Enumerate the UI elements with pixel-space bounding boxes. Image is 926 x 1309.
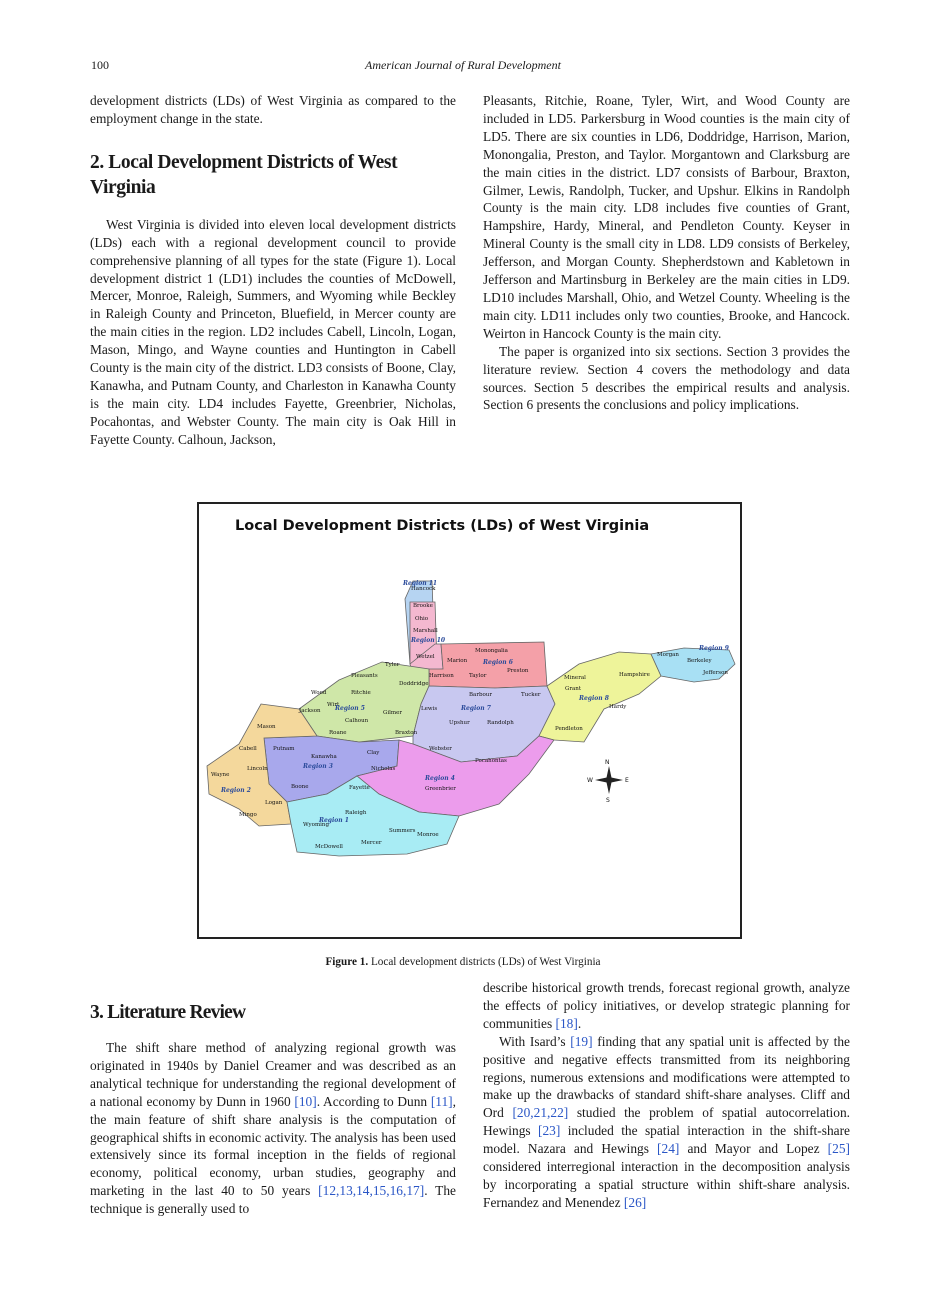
county-mineral: Mineral xyxy=(564,675,586,681)
figure-caption xyxy=(0,956,926,968)
county-calhoun: Calhoun xyxy=(345,718,369,724)
region-label-1: Region 1 xyxy=(319,817,349,824)
citation-10-link[interactable]: [10] xyxy=(294,1093,317,1109)
county-cabell: Cabell xyxy=(239,746,257,752)
left-column-bottom xyxy=(90,1000,456,1218)
county-wood: Wood xyxy=(311,690,327,696)
section-3-paragraph-2 xyxy=(483,1033,850,1212)
county-ritchie: Ritchie xyxy=(351,690,371,696)
county-tyler: Tyler xyxy=(385,662,400,668)
compass-s: S xyxy=(606,797,610,804)
lit-text-h: finding that any spatial unit is affected by the positive and negative effects transmitted from its neighboring regions, numerous extensions and modifications were attempted to make up the drawbacks of standard shift-share analyses. Cliff and Ord xyxy=(483,1033,851,1121)
compass-w: W xyxy=(587,777,593,784)
map-title: Local Development Districts (LDs) of West Virginia xyxy=(235,518,650,534)
compass-rose xyxy=(587,759,629,804)
county-barbour: Barbour xyxy=(469,692,492,698)
county-monroe: Monroe xyxy=(417,832,439,838)
intro-continued: development districts (LDs) of West Virginia as compared to the employment change in the state. xyxy=(90,93,456,126)
compass-n: N xyxy=(605,759,610,766)
page-number: 100 xyxy=(91,58,109,72)
county-jackson: Jackson xyxy=(299,708,321,714)
lit-text-f: . xyxy=(577,1015,582,1031)
section-3-paragraph-1-continued xyxy=(483,979,850,1033)
county-clay: Clay xyxy=(367,750,380,756)
county-ohio: Ohio xyxy=(415,616,429,622)
section-2-paragraph-2: The paper is organized into six sections. Section 3 provides the literature review. Section 4 covers the methodology and data sources. Section 5 describes the empirical results and analysis. Section 6 presents the conclusions and policy implications. xyxy=(483,343,850,413)
county-wayne: Wayne xyxy=(211,772,230,778)
county-pendleton: Pendleton xyxy=(555,726,583,732)
county-logan: Logan xyxy=(265,800,283,806)
county-summers: Summers xyxy=(389,828,416,834)
county-kanawha: Kanawha xyxy=(311,754,337,760)
wv-map xyxy=(199,504,740,937)
county-wirt: Wirt xyxy=(327,702,340,708)
journal-title: American Journal of Rural Development xyxy=(365,58,561,72)
lit-text-j: included the spatial interaction in the shift-share model. Nazara and Hewings xyxy=(483,1123,850,1157)
compass-e: E xyxy=(625,777,629,784)
county-raleigh: Raleigh xyxy=(345,810,367,816)
lit-text-d: . The technique is generally used to xyxy=(90,1183,456,1217)
region-label-9: Region 9 xyxy=(699,645,729,652)
section-2-paragraph-1: West Virginia is divided into eleven local development districts (LDs) each with a regional development council to provide comprehensive planning of all types for the state (Figure 1). Local development district 1 (LD1) includes the counties of McDowell, Mercer, Monroe, Raleigh, Summers, and Wyoming while Beckley in Raleigh County and Princeton, Bluefield, in Mercer county are the main cities in the region. LD2 includes Cabell, Lincoln, Logan, Mason, Mingo, and Wayne counties and Huntington in Cabell County is the main city of the district. LD3 consists of Boone, Clay, Kanawha, and Putnam County, and Charleston in Kanawha County is the main city. LD4 includes Fayette, Greenbrier, Nicholas, Pocahontas, and Webster County. The main city is Oak Hill in Fayette County. Calhoun, Jackson, xyxy=(90,216,456,447)
county-mingo: Mingo xyxy=(239,812,257,818)
region-label-10: Region 10 xyxy=(411,637,446,644)
section-2-paragraph-1-continued: Pleasants, Ritchie, Roane, Tyler, Wirt, and Wood County are included in LD5. Parkersburg in Wood counties is the main city of LD5. There are six counties in LD6, Doddridge, Harrison, Marion, Monongalia, Preston, and Taylor. Morgantown and Clarksburg are the main cities in the district. LD7 consists of Barbour, Braxton, Gilmer, Lewis, Randolph, Tucker, and Upshur. Elkins in Randolph County is the main city. LD8 includes five counties of Grant, Hampshire, Hardy, Mineral, and Pendleton County. Keyser in Mineral County is the small city in LD8. LD9 consists of Berkeley, Jefferson, and Morgan County. Shepherdstown and Kabletown in Jefferson and Martinsburg in Berkeley are the main cities in LD9. LD10 includes Marshall, Ohio, and Wetzel County. Wheeling is the main city. LD11 includes only two counties, Brooke, and Hancock. Weirton in Hancock County is the main city. xyxy=(483,93,850,341)
county-hampshire: Hampshire xyxy=(619,672,650,678)
lit-text-g: With Isard’s xyxy=(499,1033,571,1049)
county-hancock: Hancock xyxy=(411,586,436,592)
lit-text-c: , the main feature of shift share analysis is the computation of geographical shifts in economic activity. The analysis has been used extensively since its formal inception in the fields of regional economy, political economy, urban studies, geography and marketing in the last 40 to 50 years xyxy=(90,1093,456,1199)
county-brooke: Brooke xyxy=(413,603,433,609)
citation-25-link[interactable]: [25] xyxy=(827,1141,850,1157)
county-roane: Roane xyxy=(329,730,347,736)
section-2-heading: 2. Local Development Districts of West Virginia xyxy=(90,151,398,198)
citation-12-17-link[interactable]: [12,13,14,15,16,17] xyxy=(318,1183,425,1199)
county-mcdowell: McDowell xyxy=(315,844,343,850)
region-label-11: Region 11 xyxy=(403,580,438,587)
county-preston: Preston xyxy=(507,668,529,674)
county-taylor: Taylor xyxy=(469,673,487,679)
county-doddridge: Doddridge xyxy=(399,681,429,687)
county-wyoming: Wyoming xyxy=(303,822,329,828)
section-3-heading: 3. Literature Review xyxy=(90,1002,246,1023)
citation-11-link[interactable]: [11] xyxy=(430,1093,453,1109)
county-putnam: Putnam xyxy=(273,746,295,752)
lit-text-l: considered interregional interaction in the decomposition analysis by incorporating a spatial structure within shift-share analysis. Fernandez and Menendez xyxy=(483,1159,850,1210)
county-lewis: Lewis xyxy=(421,706,438,712)
region-label-7: Region 7 xyxy=(461,705,491,712)
county-wetzel: Wetzel xyxy=(416,654,435,660)
region-label-4: Region 4 xyxy=(425,775,455,782)
county-berkeley: Berkeley xyxy=(687,658,712,664)
right-column-bottom xyxy=(483,979,850,1212)
citation-18-link[interactable]: [18] xyxy=(555,1015,578,1031)
county-jefferson: Jefferson xyxy=(703,670,728,676)
region-label-2: Region 2 xyxy=(221,787,251,794)
county-gilmer: Gilmer xyxy=(383,710,403,716)
county-grant: Grant xyxy=(565,686,582,692)
county-nicholas: Nicholas xyxy=(371,766,396,772)
citation-20-22-link[interactable]: [20,21,22] xyxy=(512,1105,569,1121)
county-mason: Mason xyxy=(257,724,276,730)
county-tucker: Tucker xyxy=(521,692,541,698)
caption-text: Local development districts (LDs) of West Virginia xyxy=(370,956,601,968)
county-pocahontas: Pocahontas xyxy=(475,758,507,764)
county-mercer: Mercer xyxy=(361,840,382,846)
lit-text-i: studied the problem of spatial autocorrelation. Hewings xyxy=(483,1105,850,1139)
region-label-6: Region 6 xyxy=(483,659,513,666)
county-randolph: Randolph xyxy=(487,720,514,726)
county-morgan: Morgan xyxy=(657,652,679,658)
region-label-8: Region 8 xyxy=(579,695,609,702)
citation-23-link[interactable]: [23] xyxy=(538,1123,561,1139)
citation-24-link[interactable]: [24] xyxy=(657,1141,680,1157)
right-column-top xyxy=(483,92,850,414)
lit-text-b: . According to Dunn xyxy=(316,1093,431,1109)
lit-text-e: describe historical growth trends, forecast regional growth, analyze the effects of policy initiatives, or develop strategic planning for communities xyxy=(483,980,850,1031)
caption-label: Figure 1. xyxy=(325,956,369,968)
region-label-5: Region 5 xyxy=(335,705,365,712)
county-hardy: Hardy xyxy=(609,704,627,710)
county-greenbrier: Greenbrier xyxy=(425,786,456,792)
region-label-3: Region 3 xyxy=(303,763,333,770)
county-marion: Marion xyxy=(447,658,468,664)
page-header xyxy=(0,58,926,74)
county-harrison: Harrison xyxy=(429,673,454,679)
county-braxton: Braxton xyxy=(395,730,418,736)
figure-1 xyxy=(197,502,742,939)
county-boone: Boone xyxy=(291,784,309,790)
county-marshall: Marshall xyxy=(413,628,438,634)
county-webster: Webster xyxy=(429,746,452,752)
section-3-paragraph-1 xyxy=(90,1039,456,1218)
citation-26-link[interactable]: [26] xyxy=(623,1194,647,1210)
county-upshur: Upshur xyxy=(449,720,470,726)
county-fayette: Fayette xyxy=(349,785,370,791)
lit-text-k: and Mayor and Lopez xyxy=(679,1141,828,1157)
citation-19-link[interactable]: [19] xyxy=(570,1033,593,1049)
county-monongalia: Monongalia xyxy=(475,648,508,654)
lit-text-a: The shift share method of analyzing regional growth was originated in 1940s by Daniel Creamer and was described as an analytical technique for understanding the regional development of a national economy by Dunn in 1960 xyxy=(90,1040,456,1109)
county-lincoln: Lincoln xyxy=(247,766,268,772)
left-column-top xyxy=(90,92,456,449)
county-pleasants: Pleasants xyxy=(351,673,378,679)
